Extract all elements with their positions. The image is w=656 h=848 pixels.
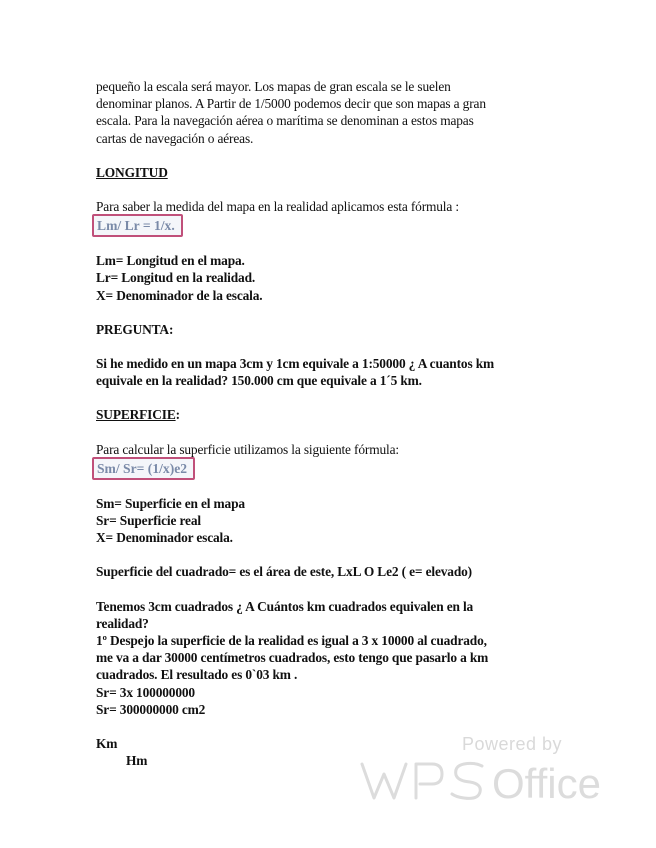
superficie-formula: Sm/ Sr= (1/x)e2: [92, 457, 195, 480]
superficie-heading-suffix: :: [175, 407, 180, 423]
superficie-cuadrado: Superficie del cuadrado= es el área de este, LxL O Le2 ( e= elevado): [96, 564, 472, 580]
longitud-formula-box: [96, 214, 566, 237]
definition-lr: Lr= Longitud en la realidad.: [96, 270, 256, 286]
watermark-powered-text: Powered by: [461, 734, 562, 754]
definition-lm: Lm= Longitud en el mapa.: [96, 253, 245, 269]
longitud-heading: LONGITUD: [96, 164, 168, 180]
superficie-heading: [96, 406, 566, 423]
longitud-formula: Lm/ Lr = 1/x.: [92, 214, 183, 237]
definition-x-escala: X= Denominador escala.: [96, 530, 233, 546]
problem-line-4: me va a dar 30000 centímetros cuadrados, esto tengo que pasarlo a km: [96, 650, 489, 666]
unit-km: Km: [96, 736, 118, 752]
intro-line-4: cartas de navegación o aéreas.: [96, 130, 254, 146]
intro-line-2: denominar planos. A Partir de 1/5000 podemos decir que son mapas a gran: [96, 96, 486, 112]
problem-line-5: cuadrados. El resultado es 0`03 km .: [96, 667, 298, 683]
unit-hm: Hm: [126, 753, 148, 769]
watermark-office-text: Office: [492, 760, 601, 804]
superficie-intro: Para calcular la superficie utilizamos la siguiente fórmula:: [96, 441, 399, 457]
longitud-intro: Para saber la medida del mapa en la realidad aplicamos esta fórmula :: [96, 199, 459, 215]
wps-office-watermark: [358, 734, 608, 814]
definition-sr: Sr= Superficie real: [96, 513, 201, 529]
pregunta-line-2: equivale en la realidad? 150.000 cm que equivale a 1´5 km.: [96, 373, 422, 389]
definition-x: X= Denominador de la escala.: [96, 287, 263, 303]
pregunta-line-1: Si he medido en un mapa 3cm y 1cm equivale a 1:50000 ¿ A cuantos km: [96, 356, 495, 372]
superficie-heading-text: SUPERFICIE: [96, 407, 176, 423]
problem-line-6: Sr= 3x 100000000: [96, 684, 195, 700]
problem-line-3: 1º Despejo la superficie de la realidad es igual a 3 x 10000 al cuadrado,: [96, 633, 487, 649]
problem-line-2: realidad?: [96, 615, 149, 631]
intro-line-3: escala. Para la navegación aérea o marítima se denominan a estos mapas: [96, 113, 474, 129]
pregunta-heading: PREGUNTA:: [96, 321, 174, 337]
definition-sm: Sm= Superficie en el mapa: [96, 495, 245, 511]
problem-line-7: Sr= 300000000 cm2: [96, 701, 206, 717]
document-page: [96, 78, 566, 769]
superficie-formula-box: [96, 457, 566, 480]
problem-line-1: Tenemos 3cm cuadrados ¿ A Cuántos km cuadrados equivalen en la: [96, 598, 474, 614]
intro-line-1: pequeño la escala será mayor. Los mapas de gran escala se le suelen: [96, 79, 451, 94]
wps-office-logo: [358, 756, 608, 804]
